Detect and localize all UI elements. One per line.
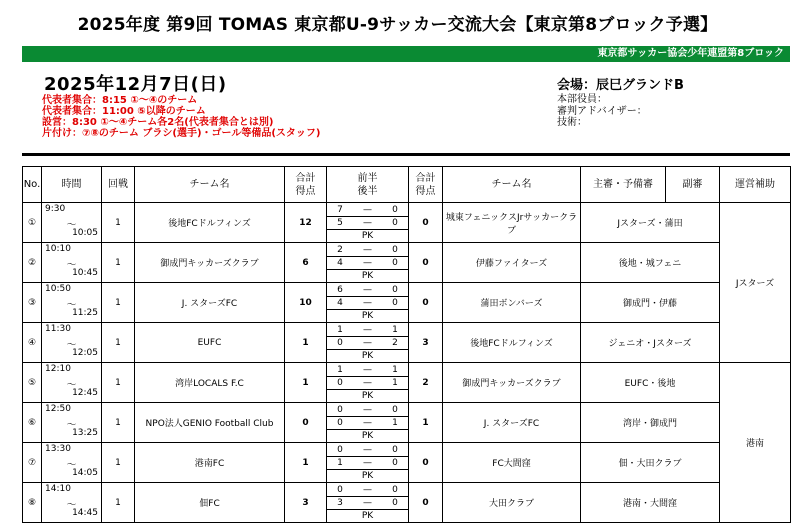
header-team-b: チーム名 [443,167,581,203]
header-referee: 主審・予備審 [581,167,666,203]
half1-score [327,243,409,257]
start-time: 13:30 [45,444,71,454]
header-support: 運営補助 [720,167,791,203]
total-b: 0 [409,243,443,283]
score-b: 0 [392,484,398,495]
half1-score [327,403,409,417]
total-a: 6 [285,243,327,283]
match-row [23,483,791,497]
half2-score [327,457,409,470]
half2-score [327,217,409,230]
team-b: 後地FCドルフィンズ [443,323,581,363]
team-b: 城東フェニックスJrサッカークラブ [443,203,581,243]
team-b: 大田クラブ [443,483,581,523]
match-no: ⑦ [23,443,42,483]
score-a: 1 [337,324,343,335]
total-b: 0 [409,443,443,483]
note-line: 代表者集合：8:15 ①～④のチーム [42,95,198,106]
match-no: ① [23,203,42,243]
pk-score: PK [327,510,409,523]
match-round: 1 [102,283,135,323]
start-time: 14:10 [45,484,71,494]
match-row [23,243,791,257]
score-dash: — [362,204,372,215]
time-tilde: ～ [66,460,77,471]
note-line: 片付け：⑦⑧のチーム ブラシ(選手)・ゴール等備品(スタッフ) [42,128,321,139]
score-a: 0 [337,444,343,455]
match-row [23,363,791,377]
organizer-bar [22,46,790,62]
header-total-line1: 合計 [295,172,316,184]
time-tilde: ～ [66,300,77,311]
referee: 佃・大田クラブ [581,443,720,483]
end-time: 12:45 [72,388,98,398]
end-time: 14:45 [72,508,98,518]
staff-line: 審判アドバイザー： [557,105,647,117]
referee: EUFC・後地 [581,363,720,403]
total-a: 0 [285,403,327,443]
score-dash: — [362,458,372,468]
referee: ジェニオ・Jスターズ [581,323,720,363]
score-b: 0 [392,258,398,268]
header-no: No. [23,167,42,203]
match-round: 1 [102,403,135,443]
referee: 後地・城フェニ [581,243,720,283]
score-a: 0 [337,404,343,415]
score-a: 2 [337,244,343,255]
match-row [23,403,791,417]
start-time: 10:10 [45,244,71,254]
score-a: 0 [337,484,343,495]
pk-score: PK [327,390,409,403]
total-a: 3 [285,483,327,523]
match-round: 1 [102,363,135,403]
organizer-label: 東京都サッカー協会少年連盟第8ブロック [597,48,784,59]
staff-block [557,94,647,129]
total-b: 1 [409,403,443,443]
total-a: 1 [285,323,327,363]
score-b: 0 [392,458,398,468]
score-dash: — [362,338,372,348]
score-b: 0 [392,284,398,295]
time-tilde: ～ [66,220,77,231]
half1-score [327,323,409,337]
team-a: 後地FCドルフィンズ [135,203,285,243]
match-time [42,443,102,483]
total-a: 1 [285,443,327,483]
score-a: 7 [337,204,343,215]
pk-score: PK [327,310,409,323]
match-time [42,203,102,243]
score-dash: — [362,418,372,428]
time-tilde: ～ [66,340,77,351]
score-b: 2 [392,338,398,348]
match-no: ④ [23,323,42,363]
team-b: 伊藤ファイターズ [443,243,581,283]
match-round: 1 [102,443,135,483]
referee: Jスターズ・蒲田 [581,203,720,243]
score-a: 1 [337,364,343,375]
divider [22,153,790,156]
half2-score [327,377,409,390]
staff-line: 本部役員： [557,94,607,105]
score-b: 0 [392,244,398,255]
team-a: NPO法人GENIO Football Club [135,403,285,443]
score-b: 1 [392,324,398,335]
score-a: 0 [337,338,343,348]
half1-score [327,203,409,217]
header-assistant: 副審 [666,167,720,203]
team-a: 佃FC [135,483,285,523]
team-b: 蒲田ボンバーズ [443,283,581,323]
header-half2: 後半 [357,185,378,197]
match-time [42,323,102,363]
pk-score: PK [327,470,409,483]
pk-score: PK [327,230,409,243]
score-b: 1 [392,364,398,375]
time-tilde: ～ [66,420,77,431]
score-dash: — [362,484,372,495]
match-round: 1 [102,323,135,363]
team-a: EUFC [135,323,285,363]
team-b: J. スターズFC [443,403,581,443]
match-round: 1 [102,483,135,523]
header-total-a [285,167,327,203]
score-a: 4 [337,298,343,308]
referee: 湾岸・御成門 [581,403,720,443]
half1-score [327,363,409,377]
pk-score: PK [327,430,409,443]
header-half1: 前半 [357,172,378,184]
half2-score [327,337,409,350]
score-b: 0 [392,404,398,415]
half1-score [327,283,409,297]
support-group: Jスターズ [720,203,791,363]
score-dash: — [362,364,372,375]
score-b: 0 [392,218,398,228]
score-a: 4 [337,258,343,268]
schedule-table [22,166,791,523]
start-time: 12:50 [45,404,71,414]
team-a: 御成門キッカーズクラブ [135,243,285,283]
referee: 御成門・伊藤 [581,283,720,323]
half2-score [327,417,409,430]
total-a: 10 [285,283,327,323]
note-line: 代表者集合：11:00 ⑤以降のチーム [42,106,206,117]
score-dash: — [362,444,372,455]
half2-score [327,257,409,270]
note-line: 設営：8:30 ①～④チーム各2名(代表者集合とは別) [42,117,274,128]
match-row [23,203,791,217]
start-time: 11:30 [45,324,71,334]
notes-block [42,95,321,139]
total-b: 0 [409,283,443,323]
start-time: 10:50 [45,284,71,294]
support-group: 港南 [720,363,791,523]
total-b: 0 [409,483,443,523]
match-row [23,283,791,297]
score-a: 0 [337,418,343,428]
end-time: 10:05 [72,228,98,238]
pk-score: PK [327,350,409,363]
score-dash: — [362,498,372,508]
match-round: 1 [102,243,135,283]
match-time [42,483,102,523]
venue: 会場：辰巳グランドB [557,78,684,93]
team-b: FC大間窪 [443,443,581,483]
score-dash: — [362,298,372,308]
header-total-line2: 得点 [295,185,316,197]
event-date: 2025年12月7日(日) [44,74,227,95]
end-time: 13:25 [72,428,98,438]
start-time: 12:10 [45,364,71,374]
half2-score [327,297,409,310]
match-no: ⑤ [23,363,42,403]
team-a: 港南FC [135,443,285,483]
end-time: 11:25 [72,308,98,318]
score-dash: — [362,404,372,415]
score-dash: — [362,284,372,295]
score-a: 5 [337,218,343,228]
half1-score [327,443,409,457]
pk-score: PK [327,270,409,283]
score-dash: — [362,244,372,255]
header-time: 時間 [42,167,102,203]
header-team-a: チーム名 [135,167,285,203]
match-row [23,323,791,337]
match-round: 1 [102,203,135,243]
score-dash: — [362,324,372,335]
end-time: 10:45 [72,268,98,278]
match-time [42,403,102,443]
header-total-line1: 合計 [415,172,436,184]
total-b: 3 [409,323,443,363]
match-row [23,443,791,457]
score-a: 3 [337,498,343,508]
score-a: 1 [337,458,343,468]
header-total-line2: 得点 [415,185,436,197]
time-tilde: ～ [66,380,77,391]
page-title: 2025年度 第9回 TOMAS 東京都U-9サッカー交流大会【東京第8ブロック予選】 [77,15,718,35]
start-time: 9:30 [45,204,66,214]
total-a: 12 [285,203,327,243]
match-no: ② [23,243,42,283]
end-time: 14:05 [72,468,98,478]
header-round: 回戦 [102,167,135,203]
staff-line: 技術： [557,117,587,128]
score-b: 0 [392,298,398,308]
referee: 港南・大間窪 [581,483,720,523]
total-b: 0 [409,203,443,243]
header-row [23,167,791,203]
header-total-b [409,167,443,203]
score-b: 0 [392,498,398,508]
team-b: 御成門キッカーズクラブ [443,363,581,403]
match-no: ③ [23,283,42,323]
total-a: 1 [285,363,327,403]
score-a: 0 [337,378,343,388]
match-time [42,363,102,403]
total-b: 2 [409,363,443,403]
time-tilde: ～ [66,260,77,271]
header-halves [327,167,409,203]
match-no: ⑧ [23,483,42,523]
match-time [42,283,102,323]
score-b: 0 [392,444,398,455]
score-b: 1 [392,418,398,428]
time-tilde: ～ [66,500,77,511]
score-dash: — [362,218,372,228]
score-b: 0 [392,204,398,215]
match-no: ⑥ [23,403,42,443]
score-a: 6 [337,284,343,295]
team-a: J. スターズFC [135,283,285,323]
half1-score [327,483,409,497]
score-dash: — [362,378,372,388]
match-time [42,243,102,283]
score-dash: — [362,258,372,268]
team-a: 湾岸LOCALS F.C [135,363,285,403]
score-b: 1 [392,378,398,388]
end-time: 12:05 [72,348,98,358]
